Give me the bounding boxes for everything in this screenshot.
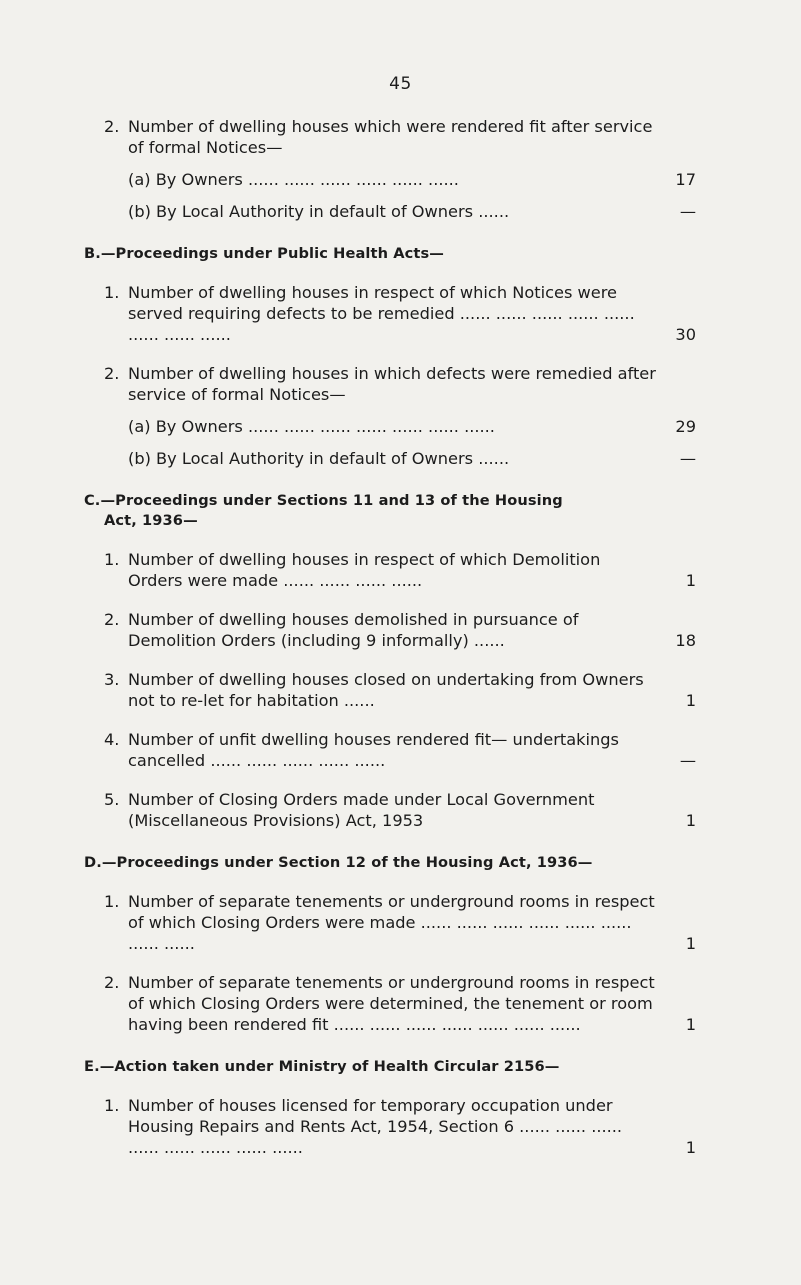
list-item (104, 789, 696, 831)
item-text: Number of dwelling houses in respect of which Notices were served requiring defects to be remedied ...... ...... ...... ...... ...... ...... ...... ...... (128, 283, 635, 344)
item-value: 18 (675, 631, 696, 650)
sub-item-text: (b) By Local Authority in default of Owners ...... (128, 449, 510, 468)
list-item (104, 669, 696, 711)
item-number: 2. (104, 610, 120, 629)
item-value: 30 (675, 325, 696, 344)
sub-item (128, 169, 696, 190)
item-number: 1. (104, 283, 120, 302)
item-value: 1 (685, 811, 696, 830)
section-heading-c-line1: C.—Proceedings under Sections 11 and 13 of the Housing (84, 492, 563, 509)
sub-item (128, 448, 696, 469)
item-value: 1 (685, 691, 696, 710)
list-item (104, 363, 696, 405)
section-heading-d: D.—Proceedings under Section 12 of the Housing Act, 1936— (84, 854, 593, 871)
item-value: 1 (685, 934, 696, 953)
list-item (104, 1095, 696, 1158)
item-number: 1. (104, 550, 120, 569)
item-number: 3. (104, 670, 120, 689)
item-text: Number of Closing Orders made under Local Government (Miscellaneous Provisions) Act, 1953 (128, 790, 595, 830)
item-value: 1 (685, 571, 696, 590)
item-value: — (679, 751, 696, 770)
list-item (104, 116, 696, 158)
item-value: — (679, 202, 696, 221)
item-text: Number of dwelling houses in which defects were remedied after service of formal Notices— (128, 364, 656, 404)
section-heading-b: B.—Proceedings under Public Health Acts— (84, 245, 444, 262)
section-heading-c (84, 491, 696, 531)
item-value: 1 (685, 1138, 696, 1157)
list-item (104, 549, 696, 591)
sub-item-text: (a) By Owners ...... ...... ...... ...... ...... ...... (128, 170, 459, 189)
item-number: 2. (104, 117, 120, 136)
sub-item (128, 416, 696, 437)
item-text: Number of dwelling houses closed on undertaking from Owners not to re-let for habitation ...... (128, 670, 644, 710)
item-text: Number of houses licensed for temporary occupation under Housing Repairs and Rents Act, 1954, Section 6 ...... ...... ...... ...... ...... ...... ...... ...... (128, 1096, 623, 1157)
sub-item (128, 201, 696, 222)
sub-item-text: (a) By Owners ...... ...... ...... ...... ...... ...... ...... (128, 417, 495, 436)
item-text: Number of separate tenements or underground rooms in respect of which Closing Orders were determined, the tenement or room having been rendered fit ...... ...... ...... ...... ...... ...... ...... (128, 973, 655, 1034)
item-number: 5. (104, 790, 120, 809)
document-body (84, 116, 696, 1158)
list-item (104, 282, 696, 345)
sub-item-text: (b) By Local Authority in default of Owners ...... (128, 202, 510, 221)
item-number: 1. (104, 1096, 120, 1115)
list-item (104, 891, 696, 954)
item-value: — (679, 449, 696, 468)
page-number: 45 (389, 74, 412, 94)
list-item (104, 609, 696, 651)
item-text: Number of dwelling houses in respect of which Demolition Orders were made ...... ...... ...... ...... (128, 550, 601, 590)
item-number: 2. (104, 973, 120, 992)
list-item (104, 972, 696, 1035)
item-text: Number of dwelling houses demolished in pursuance of Demolition Orders (including 9 informally) ...... (128, 610, 579, 650)
section-heading-e: E.—Action taken under Ministry of Health Circular 2156— (84, 1058, 560, 1075)
item-value: 1 (685, 1015, 696, 1034)
item-number: 2. (104, 364, 120, 383)
item-text: Number of unfit dwelling houses rendered fit— undertakings cancelled ...... ...... ...... ...... ...... (128, 730, 619, 770)
item-number: 4. (104, 730, 120, 749)
item-text: Number of separate tenements or underground rooms in respect of which Closing Orders were made ...... ...... ...... ...... ...... ...... ...... ...... (128, 892, 655, 953)
item-number: 1. (104, 892, 120, 911)
item-value: 29 (675, 417, 696, 436)
item-value: 17 (675, 170, 696, 189)
list-item (104, 729, 696, 771)
item-text: Number of dwelling houses which were rendered fit after service of formal Notices— (128, 117, 653, 157)
section-heading-c-line2: Act, 1936— (104, 512, 198, 529)
